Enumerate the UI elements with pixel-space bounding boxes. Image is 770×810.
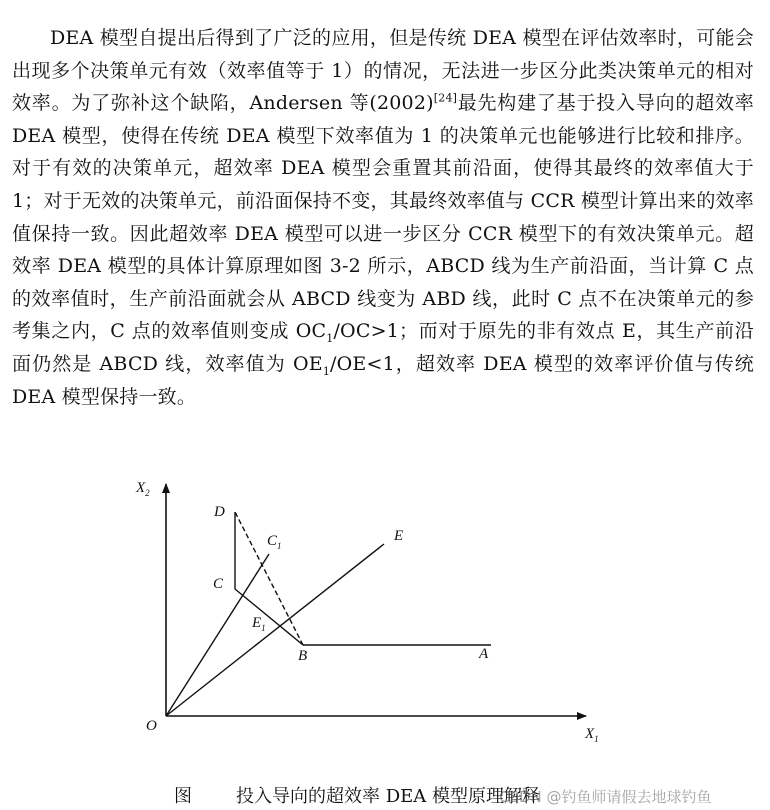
paragraph-segment-1: DEA 模型自提出后得到了广泛的应用，但是传统 DEA 模型在评估效率时，可能会出现多个决策单元有效（效率值等于 1）的情况，无法进一步区分此类决策单元的相对效率。为了弥补这个缺陷，Andersen 等(2002) [12, 27, 754, 115]
point-label-e1: $E_1$ [252, 615, 266, 633]
super-frontier-bd [235, 512, 303, 645]
paragraph-segment-4: /OE<1，超效率 DEA 模型的效率评价值与传统 DEA 模型保持一致。 [12, 352, 754, 408]
subscript-e1: 1 [322, 364, 331, 378]
super-efficiency-diagram [130, 470, 620, 750]
paragraph-text [12, 22, 754, 413]
ray-o-e [166, 544, 384, 716]
point-label-b: B [298, 648, 308, 664]
y-axis-label: $X_2$ [136, 480, 150, 498]
citation-reference: [24] [433, 91, 458, 105]
point-label-e: E [394, 528, 404, 544]
subscript-c1: 1 [326, 332, 334, 346]
origin-label: O [146, 718, 157, 734]
body-paragraph [12, 22, 754, 413]
frontier-segment-bc [235, 589, 303, 645]
caption-title: 投入导向的超效率 DEA 模型原理解释 [236, 786, 541, 807]
paragraph-segment-3: /OC>1；而对于原先的非有效点 E，其生产前沿面仍然是 ABCD 线，效率值为 OE [12, 320, 754, 375]
point-label-d: D [214, 504, 225, 520]
paragraph-segment-2: 最先构建了基于投入导向的超效率 DEA 模型，使得在传统 DEA 模型下效率值为 1 的决策单元也能够进行比较和排序。对于有效的决策单元，超效率 DEA 模型会重置其前沿面，使得其最终的效率值大于 1；对于无效的决策单元，前沿面保持不变，其最终效率值与 CCR 模型计算出来的效率值保持一致。因此超效率 DEA 模型可以进一步区分 CCR 模型下的有效决策单元。超效率 DEA 模型的具体计算原理如图 3-2 所示，ABCD 线为生产前沿面，当计算 C 点的效率值时，生产前沿面就会从 ABCD 线变为 ABD 线，此时 C 点不在决策单元的参考集之内，C 点的效率值则变成 OC [12, 92, 754, 343]
caption-figure-number: 图 [174, 786, 192, 807]
watermark: CSDN @钓鱼师请假去地球钓鱼 [499, 788, 712, 806]
point-label-c1: $C_1$ [267, 533, 282, 551]
diagram-svg [130, 470, 620, 750]
point-label-a: A [479, 646, 489, 662]
x-axis-label: $X_1$ [585, 726, 599, 744]
point-label-c: C [213, 576, 224, 592]
